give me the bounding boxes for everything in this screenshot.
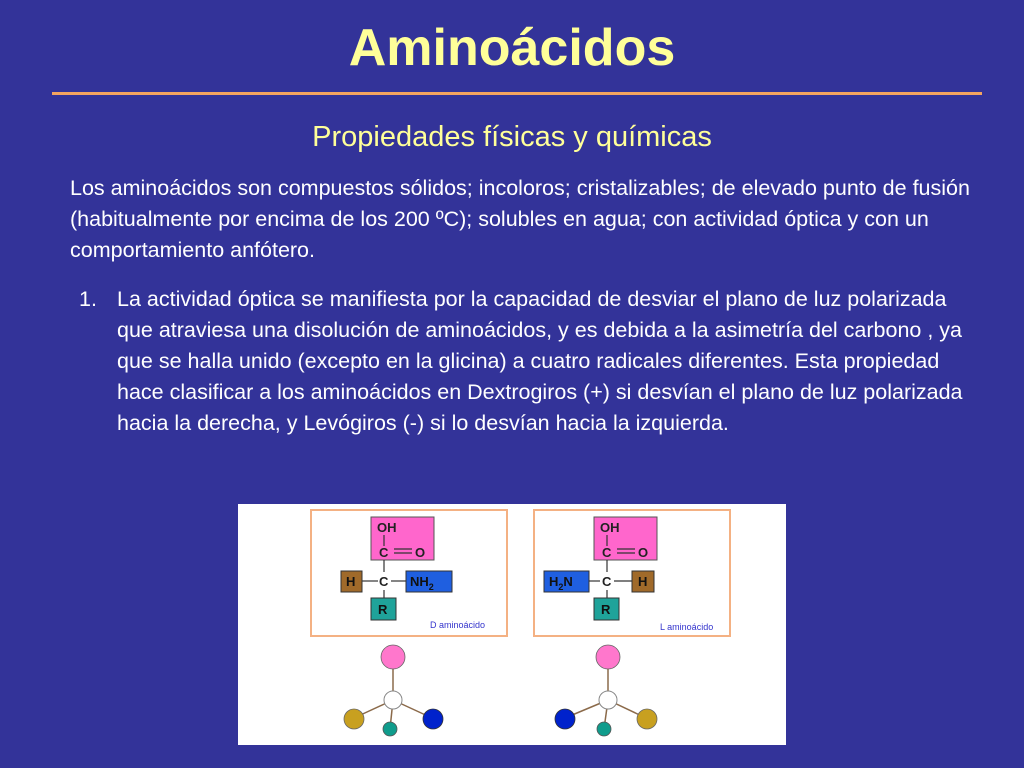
slide-subtitle: Propiedades físicas y químicas — [312, 121, 712, 153]
d-oh-label: OH — [377, 520, 397, 535]
l-n-label: N — [563, 574, 573, 589]
l-h-ball — [637, 709, 657, 729]
d-central-c-label: C — [379, 574, 389, 589]
d-h-label: H — [346, 574, 356, 589]
d-amino-ball — [423, 709, 443, 729]
l-h-label: H — [638, 574, 648, 589]
l-center-ball — [599, 691, 617, 709]
d-amino-acid-diagram — [311, 510, 507, 636]
d-carbonyl-o-label: O — [415, 545, 426, 560]
d-r-label: R — [378, 602, 388, 617]
l-carbonyl-o-label: O — [638, 545, 649, 560]
d-center-ball — [384, 691, 402, 709]
l-caption: L aminoácido — [660, 622, 714, 632]
l-amino-acid-diagram — [534, 510, 730, 636]
l-carboxyl-ball — [596, 645, 620, 669]
list-item-text: La actividad óptica se manifiesta por la capacidad de desviar el plano de luz polarizada que atraviesa una disolución de aminoácidos, y es debida a la asimetría del carbono , ya que se halla unido (excepto en la glicina) a cuatro radicales diferentes. Esta propiedad hace clasificar a los aminoácidos en Dextrogiros (+) si desvían el plano de luz polarizada hacia la derecha, y Levógiros (-) si lo desvían hacia la izquierda. — [117, 287, 963, 435]
d-caption: D aminoácido — [430, 620, 486, 630]
list-item-number: 1. — [79, 287, 97, 311]
l-amino-ball — [555, 709, 575, 729]
d-r-ball — [383, 722, 397, 736]
l-r-label: R — [601, 602, 611, 617]
l-h-prefix-label: H — [549, 574, 559, 589]
amino-acid-figure — [238, 504, 786, 745]
d-h-ball — [344, 709, 364, 729]
l-h-subscript: 2 — [558, 582, 564, 592]
l-oh-label: OH — [600, 520, 620, 535]
intro-paragraph: Los aminoácidos son compuestos sólidos; incoloros; cristalizables; de elevado punto de fusión (habitualmente por encima de los 200 ºC); solubles en agua; con actividad óptica y con un comportamiento anfótero. — [70, 176, 970, 262]
title-divider — [52, 92, 982, 95]
slide-title: Aminoácidos — [348, 19, 676, 77]
l-carbonyl-c-label: C — [602, 545, 612, 560]
l-central-c-label: C — [602, 574, 612, 589]
d-nh-subscript: 2 — [428, 582, 434, 592]
d-carboxyl-ball — [381, 645, 405, 669]
d-carbonyl-c-label: C — [379, 545, 389, 560]
l-r-ball — [597, 722, 611, 736]
d-ball-stick-model — [344, 645, 443, 736]
d-nh-label: NH — [410, 574, 429, 589]
l-ball-stick-model — [555, 645, 657, 736]
